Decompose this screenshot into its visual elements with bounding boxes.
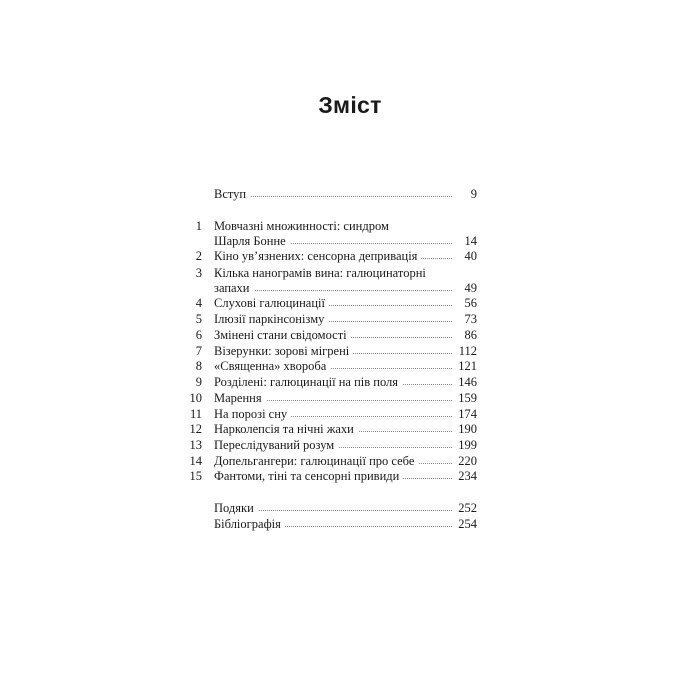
chapter-number: 1 bbox=[195, 219, 202, 233]
toc-entry-chapter-1-line1[interactable] bbox=[0, 218, 700, 234]
toc-entry-chapter-6[interactable] bbox=[0, 327, 700, 343]
entry-title: На порозі сну bbox=[214, 406, 291, 422]
toc-entry-chapter-5[interactable] bbox=[0, 311, 700, 327]
entry-page: 252 bbox=[454, 500, 477, 516]
page-title: Зміст bbox=[318, 92, 382, 118]
toc-entry-chapter-9[interactable] bbox=[0, 374, 700, 390]
entry-title: Нарколепсія та нічні жахи bbox=[214, 421, 358, 437]
chapter-number: 8 bbox=[195, 359, 202, 373]
entry-page: 40 bbox=[461, 248, 478, 264]
entry-page: 174 bbox=[454, 406, 477, 422]
entry-page: 112 bbox=[455, 343, 477, 359]
entry-title: Бібліографія bbox=[214, 516, 285, 532]
toc-entry-chapter-8[interactable] bbox=[0, 358, 700, 374]
entry-page: 190 bbox=[454, 421, 477, 437]
entry-page: 49 bbox=[461, 280, 478, 296]
toc-entry-chapter-3-line1[interactable] bbox=[0, 265, 700, 281]
entry-title: Шарля Бонне bbox=[214, 233, 290, 249]
entry-title: Кіно ув’язнених: сенсорна депривація bbox=[214, 248, 421, 264]
chapter-number: 5 bbox=[195, 312, 202, 326]
entry-page: 220 bbox=[454, 453, 477, 469]
chapter-number: 9 bbox=[195, 375, 202, 389]
toc-entry-chapter-10[interactable] bbox=[0, 390, 700, 406]
chapter-number: 15 bbox=[189, 469, 202, 483]
entry-title: Розділені: галюцинації на пів поля bbox=[214, 374, 402, 390]
toc-entry-chapter-3[interactable] bbox=[0, 280, 700, 296]
toc-entry-chapter-1[interactable] bbox=[0, 233, 700, 249]
entry-title-line1: Мовчазні множинності: синдром bbox=[214, 219, 389, 233]
entry-title: Вступ bbox=[214, 186, 250, 202]
entry-page: 254 bbox=[454, 516, 477, 532]
toc-entry-chapter-15[interactable] bbox=[0, 468, 700, 484]
toc-entry-chapter-11[interactable] bbox=[0, 406, 700, 422]
entry-page: 9 bbox=[467, 186, 477, 202]
toc-entry-chapter-7[interactable] bbox=[0, 343, 700, 359]
entry-page: 56 bbox=[461, 295, 478, 311]
entry-page: 86 bbox=[461, 327, 478, 343]
chapter-number: 7 bbox=[195, 344, 202, 358]
entry-title: Подяки bbox=[214, 500, 258, 516]
entry-title: Візерунки: зорові мігрені bbox=[214, 343, 353, 359]
entry-title: запахи bbox=[214, 280, 254, 296]
entry-page: 14 bbox=[461, 233, 478, 249]
chapter-number: 4 bbox=[195, 296, 202, 310]
entry-page: 159 bbox=[454, 390, 477, 406]
toc-entry-chapter-4[interactable] bbox=[0, 295, 700, 311]
chapter-number: 14 bbox=[189, 454, 202, 468]
entry-page: 146 bbox=[454, 374, 477, 390]
entry-title: Змінені стани свідомості bbox=[214, 327, 351, 343]
toc-entry-chapter-2[interactable] bbox=[0, 248, 700, 264]
entry-title: Ілюзії паркінсонізму bbox=[214, 311, 328, 327]
entry-page: 121 bbox=[454, 358, 477, 374]
toc-entry-bibliography[interactable] bbox=[0, 516, 700, 532]
entry-title-line1: Кілька нанограмів вина: галюцинаторні bbox=[214, 266, 426, 280]
chapter-number: 6 bbox=[195, 328, 202, 342]
toc-entry-chapter-14[interactable] bbox=[0, 453, 700, 469]
entry-title: «Священна» хвороба bbox=[214, 358, 330, 374]
chapter-number: 11 bbox=[189, 407, 202, 421]
entry-title: Слухові галюцинації bbox=[214, 295, 329, 311]
chapter-number: 12 bbox=[189, 422, 202, 436]
toc-entry-chapter-13[interactable] bbox=[0, 437, 700, 453]
chapter-number: 13 bbox=[189, 438, 202, 452]
entry-title: Марення bbox=[214, 390, 266, 406]
chapter-number: 2 bbox=[195, 249, 202, 263]
entry-title: Переслідуваний розум bbox=[214, 437, 338, 453]
chapter-number: 3 bbox=[195, 266, 202, 280]
toc-entry-chapter-12[interactable] bbox=[0, 421, 700, 437]
entry-page: 73 bbox=[461, 311, 478, 327]
toc-entry-intro[interactable] bbox=[0, 186, 700, 202]
entry-title: Фантоми, тіні та сенсорні привиди bbox=[214, 468, 403, 484]
entry-page: 234 bbox=[454, 468, 477, 484]
toc-entry-acknowledgements[interactable] bbox=[0, 500, 700, 516]
chapter-number: 10 bbox=[189, 391, 202, 405]
entry-page: 199 bbox=[454, 437, 477, 453]
entry-title: Допельгангери: галюцинації про себе bbox=[214, 453, 418, 469]
